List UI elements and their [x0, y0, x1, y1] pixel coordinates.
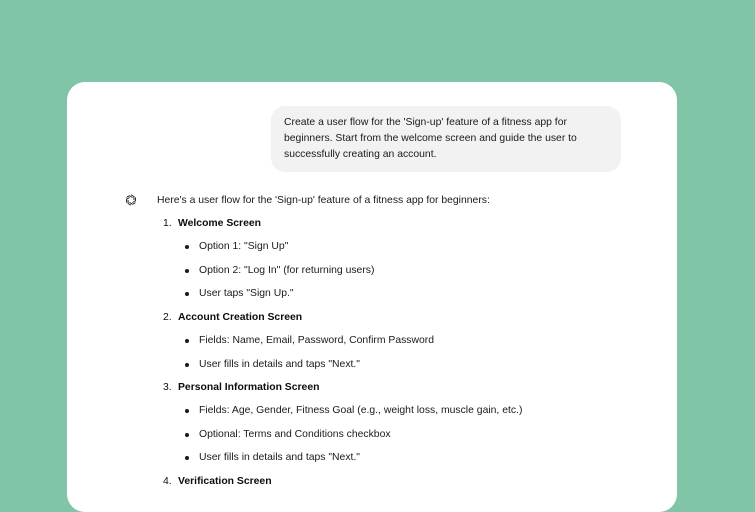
step-bullet: Fields: Name, Email, Password, Confirm Password: [199, 335, 435, 346]
bullet-icon: [185, 409, 189, 413]
step-number: 4.: [163, 476, 172, 487]
step-title-personal-information: Personal Information Screen: [178, 382, 320, 393]
step-bullet: User taps "Sign Up.": [199, 288, 294, 299]
step-title-welcome: Welcome Screen: [178, 218, 261, 229]
step-bullet: User fills in details and taps "Next.": [199, 359, 360, 370]
bullet-icon: [185, 456, 189, 460]
step-number: 2.: [163, 312, 172, 323]
step-bullet: Option 1: "Sign Up": [199, 241, 289, 252]
bullet-icon: [185, 292, 189, 296]
step-title-account-creation: Account Creation Screen: [178, 312, 303, 323]
bullet-icon: [185, 339, 189, 343]
step-number: 1.: [163, 218, 172, 229]
step-title-verification: Verification Screen: [178, 476, 272, 487]
bullet-icon: [185, 269, 189, 273]
chatgpt-logo-icon: [123, 192, 139, 208]
step-number: 3.: [163, 382, 172, 393]
step-bullet: Optional: Terms and Conditions checkbox: [199, 429, 391, 440]
step-bullet: Option 2: "Log In" (for returning users): [199, 265, 375, 276]
bullet-icon: [185, 433, 189, 437]
bullet-icon: [185, 245, 189, 249]
step-bullet: Fields: Age, Gender, Fitness Goal (e.g., weight loss, muscle gain, etc.): [199, 405, 523, 416]
step-bullet: User fills in details and taps "Next.": [199, 452, 360, 463]
assistant-intro-text: Here's a user flow for the 'Sign-up' feature of a fitness app for beginners:: [157, 195, 490, 206]
bullet-icon: [185, 363, 189, 367]
user-message-bubble: [271, 106, 621, 172]
user-message-text: Create a user flow for the 'Sign-up' feature of a fitness app for beginners. Start from the welcome screen and guide the user to successfully creating an account.: [284, 117, 577, 160]
